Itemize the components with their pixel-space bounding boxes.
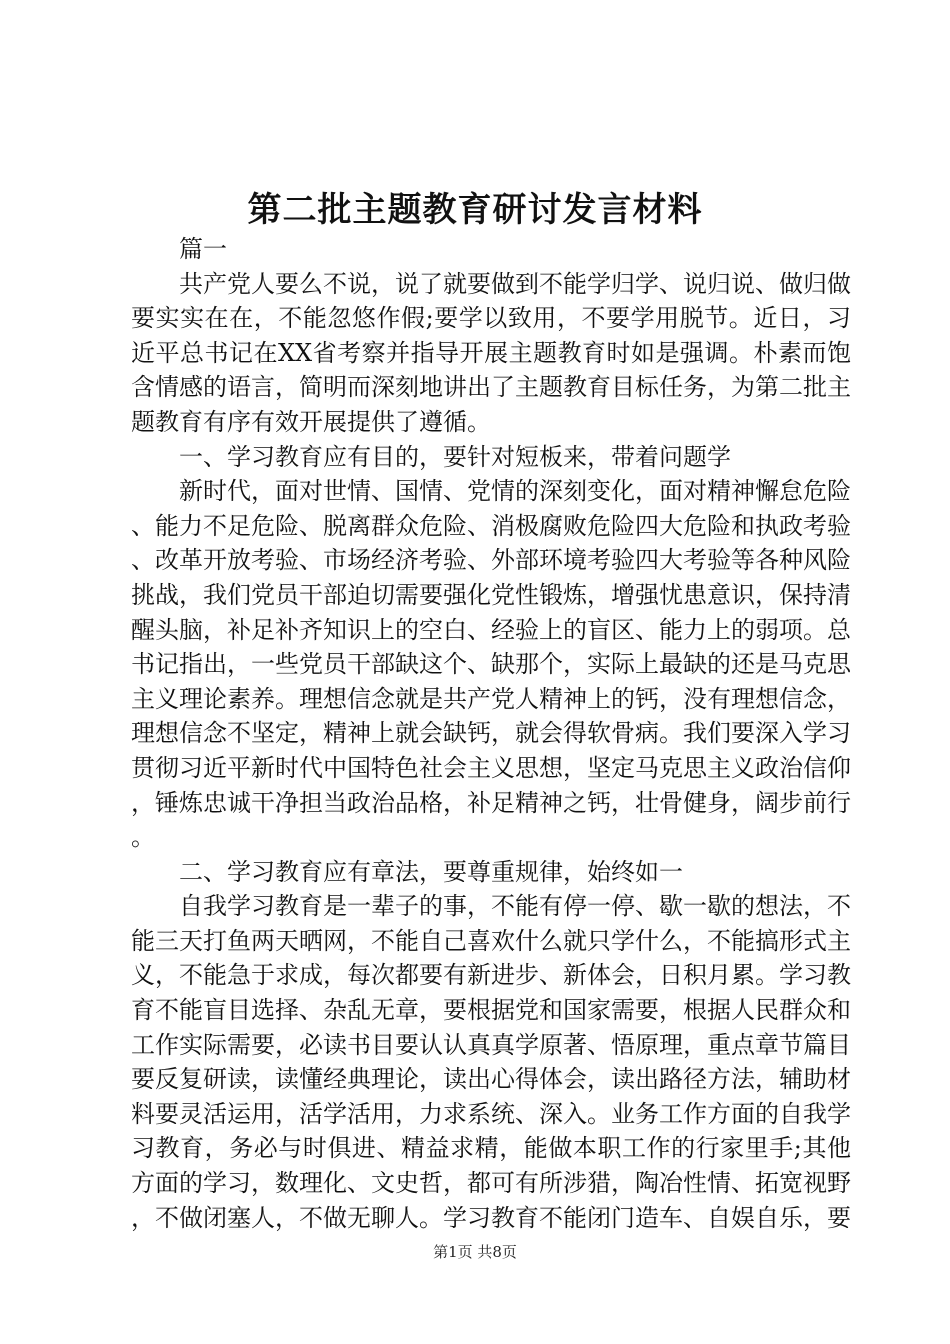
paragraph-one: 新时代，面对世情、国情、党情的深刻变化，面对精神懈怠危险、能力不足危险、脱离群众危险、消极腐败危险四大危险和执政考验、改革开放考验、市场经济考验、外部环境考验四大考验等各种风险挑战，我们党员干部迫切需要强化党性锻炼，增强忧患意识，保持清醒头脑，补足补齐知识上的空白、经验上的盲区、能力上的弱项。总书记指出，一些党员干部缺这个、缺那个，实际上最缺的还是马克思主义理论素养。理想信念就是共产党人精神上的钙，没有理想信念，理想信念不坚定，精神上就会缺钙，就会得软骨病。我们要深入学习贯彻习近平新时代中国特色社会主义思想，坚定马克思主义政治信仰，锤炼忠诚干净担当政治品格，补足精神之钙，壮骨健身，阔步前行。 [131,477,851,852]
heading-two: 二、学习教育应有章法，要尊重规律，始终如一 [179,857,683,886]
document-title: 第二批主题教育研讨发言材料 [247,190,703,230]
section-label: 篇一 [179,235,227,263]
document-body [131,232,851,1235]
paragraph-two: 自我学习教育是一辈子的事，不能有停一停、歇一歇的想法，不能三天打鱼两天晒网，不能自己喜欢什么就只学什么，不能搞形式主义，不能急于求成，每次都要有新进步、新体会，日积月累。学习教育不能盲目选择、杂乱无章，要根据党和国家需要，根据人民群众和工作实际需要，必读书目要认认真真学原著、悟原理，重点章节篇目要反复研读，读懂经典理论，读出心得体会，读出路径方法，辅助材料要灵活运用，活学活用，力求系统、深入。业务工作方面的自我学习教育，务必与时俱进、精益求精，能做本职工作的行家里手;其他方面的学习，数理化、文史哲，都可有所涉猎，陶冶性情、拓宽视野，不做闭塞人，不做无聊人。学习教育不能闭门造车、自娱自乐，要 [131,892,851,1232]
paragraph-intro: 共产党人要么不说，说了就要做到不能学归学、说归说、做归做要实实在在，不能忽悠作假;要学以致用，不要学用脱节。近日，习近平总书记在XX省考察并指导开展主题教育时如是强调。朴素而饱含情感的语言，简明而深刻地讲出了主题教育目标任务，为第二批主题教育有序有效开展提供了遵循。 [131,269,851,436]
heading-one: 一、学习教育应有目的，要针对短板来，带着问题学 [179,442,731,471]
page-footer: 第1页 共8页 [433,1243,517,1261]
